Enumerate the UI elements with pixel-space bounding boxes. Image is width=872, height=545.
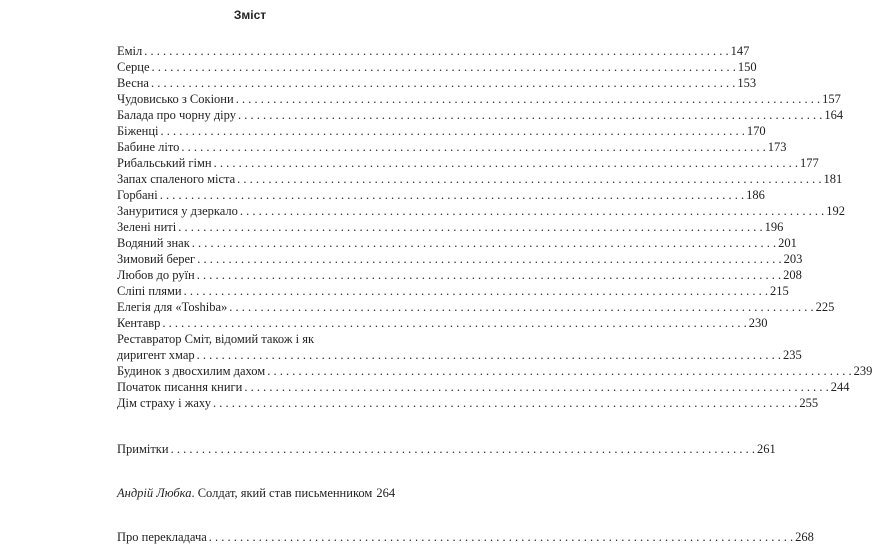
toc-entry [117, 363, 872, 379]
afterword-title: . Солдат, який став письменником [191, 486, 373, 500]
toc-entry-page: 215 [770, 284, 789, 298]
afterword-author: Андрій Любка [117, 486, 192, 500]
toc-entry [117, 91, 841, 107]
leader-dots [144, 43, 728, 59]
toc-entry-label: Будинок з двосхилим дахом [117, 364, 266, 378]
toc-entry-page: 192 [826, 204, 846, 218]
section-gap [117, 501, 362, 529]
leader-dots [192, 235, 776, 251]
toc-entry-page: 264 [376, 486, 396, 500]
toc-entry-label: Примітки [117, 442, 169, 456]
toc-entry-label: диригент хмар [117, 348, 195, 362]
toc-entry-translator [117, 529, 814, 545]
toc-entry-page: 201 [778, 236, 797, 250]
toc-entry-page: 170 [746, 124, 766, 138]
toc-entry-notes [117, 441, 776, 457]
toc-entry [117, 107, 844, 123]
toc-entry-label-line1: Реставратор Сміт, відомий також і як [117, 332, 315, 346]
section-gap [117, 411, 362, 441]
leader-dots [267, 363, 851, 379]
leader-dots [240, 203, 824, 219]
toc-entry-afterword [117, 485, 396, 501]
section-gap [117, 457, 362, 485]
toc-entry [117, 59, 757, 75]
leader-dots [229, 299, 813, 315]
leader-dots [197, 251, 781, 267]
toc-entry-page: 177 [800, 156, 819, 170]
toc-entry-label: Еміл [117, 44, 143, 58]
toc-entry-label: Серце [117, 60, 150, 74]
leader-dots [238, 107, 822, 123]
leader-dots [181, 139, 765, 155]
toc-entry-label: Елегія для «Toshiba» [117, 300, 228, 314]
toc-entry-page: 261 [756, 442, 776, 456]
leader-dots [160, 187, 744, 203]
toc-entry [117, 331, 802, 363]
toc-entry-label: Сліпі плями [117, 284, 182, 298]
leader-dots [178, 219, 762, 235]
leader-dots [161, 123, 745, 139]
toc-entry-label: Бабине літо [117, 140, 180, 154]
toc-entry [117, 235, 797, 251]
toc-entry-label: Зануритися у дзеркало [117, 204, 238, 218]
toc-entry-page: 147 [730, 44, 750, 58]
toc-entry [117, 315, 768, 331]
toc-entry-label: Біженці [117, 124, 159, 138]
toc-entry-page: 173 [767, 140, 787, 154]
toc-entry [117, 219, 784, 235]
toc-entry [117, 123, 766, 139]
toc-entry-label: Про перекладача [117, 530, 207, 544]
toc-entry-label: Любов до руїн [117, 268, 195, 282]
table-of-contents [117, 43, 872, 545]
leader-dots [197, 267, 781, 283]
toc-entry-page: 235 [783, 348, 802, 362]
toc-entry-page: 230 [748, 316, 768, 330]
toc-entry-label: Початок писання книги [117, 380, 243, 394]
leader-dots [237, 171, 821, 187]
toc-entry [117, 283, 789, 299]
toc-entry-page: 153 [737, 76, 757, 90]
toc-entry-label: Зелені ниті [117, 220, 177, 234]
leader-dots [152, 59, 736, 75]
toc-entry [117, 203, 846, 219]
leader-dots [171, 441, 755, 457]
leader-dots [184, 283, 768, 299]
toc-entry-page: 244 [830, 380, 850, 394]
toc-entry-page: 255 [799, 396, 819, 410]
toc-entry-label: Дім страху і жаху [117, 396, 211, 410]
leader-dots [209, 529, 793, 545]
toc-entry [117, 267, 802, 283]
toc-entry-page: 164 [824, 108, 844, 122]
toc-entry-label: Рибальський гімн [117, 156, 212, 170]
toc-entry-label: Балада про чорну діру [117, 108, 236, 122]
toc-entry-page: 239 [853, 364, 872, 378]
leader-dots [213, 395, 797, 411]
leader-dots [214, 155, 798, 171]
toc-entry [117, 379, 850, 395]
toc-entry [117, 139, 787, 155]
toc-entry-page: 150 [737, 60, 757, 74]
toc-entry-page: 186 [746, 188, 765, 202]
toc-entry [117, 75, 757, 91]
toc-entry-label: Кентавр [117, 316, 161, 330]
toc-entry-label: Водяний знак [117, 236, 190, 250]
toc-entry [117, 395, 819, 411]
toc-entry-page: 203 [783, 252, 803, 266]
toc-entry-page: 181 [823, 172, 843, 186]
leader-dots [197, 347, 781, 363]
toc-entry-label: Чудовисько з Сокіони [117, 92, 234, 106]
page-title: Зміст [233, 8, 267, 22]
toc-entry [117, 251, 803, 267]
toc-entry-label: Весна [117, 76, 149, 90]
toc-entry [117, 299, 835, 315]
toc-entry-page: 157 [822, 92, 841, 106]
leader-dots [162, 315, 746, 331]
toc-entry-label: Зимовий берег [117, 252, 196, 266]
leader-dots [151, 75, 735, 91]
toc-entry [117, 187, 765, 203]
toc-entry [117, 43, 750, 59]
toc-entry-page: 208 [783, 268, 802, 282]
toc-entry-label: Запах спаленого міста [117, 172, 236, 186]
leader-dots [236, 91, 820, 107]
toc-entry [117, 171, 843, 187]
toc-entry [117, 155, 819, 171]
toc-entry-page: 268 [795, 530, 814, 544]
leader-dots [244, 379, 828, 395]
toc-entry-label [117, 485, 372, 501]
toc-entry-label: Горбані [117, 188, 158, 202]
toc-entry-line2 [117, 347, 802, 363]
toc-entry-page: 196 [764, 220, 784, 234]
toc-entry-page: 225 [815, 300, 835, 314]
